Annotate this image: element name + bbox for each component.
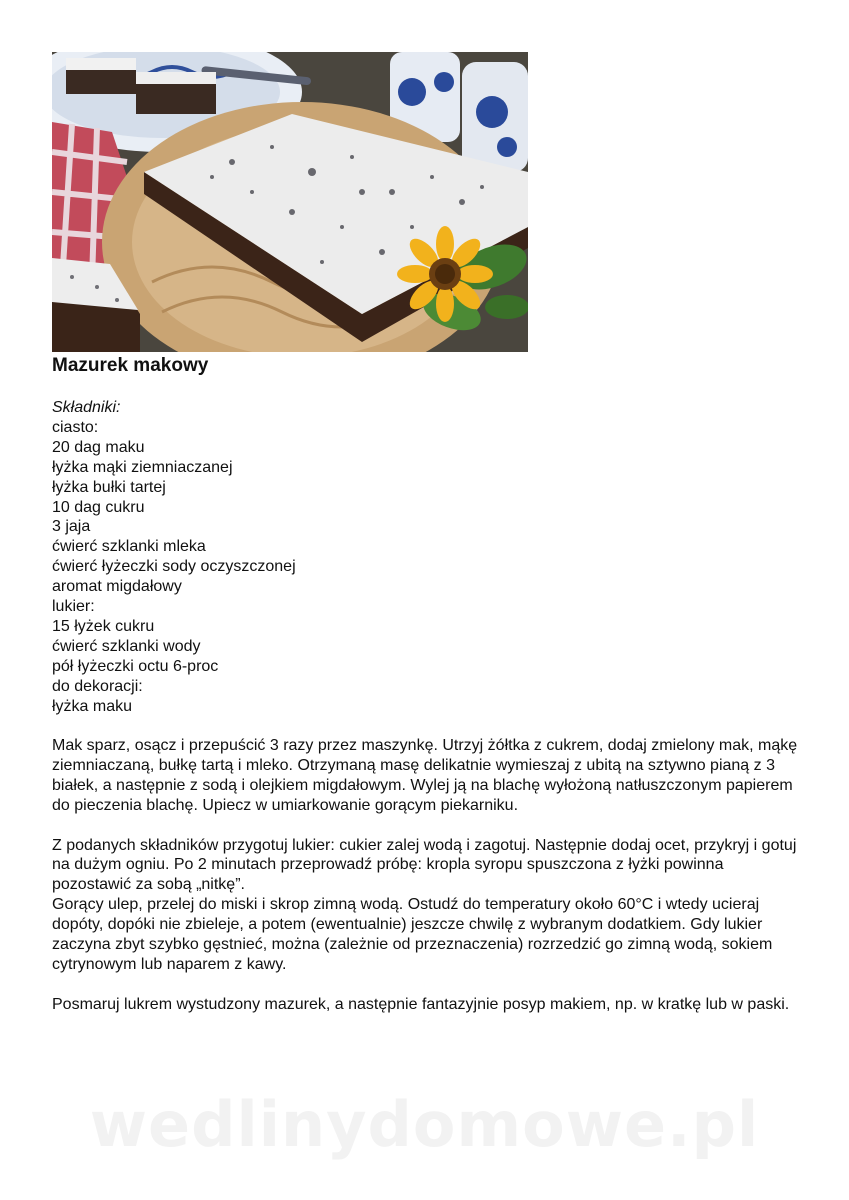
cake-illustration bbox=[52, 52, 528, 352]
ingredient-item: ćwierć szklanki wody bbox=[52, 637, 201, 655]
ingredient-item: 15 łyżek cukru bbox=[52, 617, 155, 635]
ingredients-list bbox=[52, 398, 296, 717]
ingredients-label: Składniki: bbox=[52, 399, 121, 416]
ingredient-item: pół łyżeczki octu 6-proc bbox=[52, 657, 219, 675]
ingredient-item: łyżka mąki ziemniaczanej bbox=[52, 458, 233, 476]
preparation-steps bbox=[52, 736, 802, 1035]
ingredient-item: 10 dag cukru bbox=[52, 498, 145, 516]
ingredient-item: lukier: bbox=[52, 598, 95, 616]
step-paragraph: Mak sparz, osącz i przepuścić 3 razy przez maszynkę. Utrzyj żółtka z cukrem, dodaj zmielony mak, mąkę ziemniaczaną, bułkę tartą i mleko. Otrzymaną masę delikatnie wymieszaj z ubitą na sztywno pianą z 3 białek, a następnie z sodą i olejkiem migdałowym. Wylej ją na blachę wyłożoną natłuszczonym papierem do pieczenia blachę. Upiecz w umiarkowanie gorącym piekarniku. bbox=[52, 737, 798, 814]
ingredient-item: ćwierć łyżeczki sody oczyszczonej bbox=[52, 558, 296, 576]
step-paragraph: Posmaruj lukrem wystudzony mazurek, a następnie fantazyjnie posyp makiem, np. w kratkę lub w paski. bbox=[52, 995, 790, 1013]
step-paragraph: Z podanych składników przygotuj lukier: cukier zalej wodą i zagotuj. Następnie dodaj ocet, przykryj i gotuj na dużym ogniu. Po 2 minutach przeprowadź próbę: kropla syropu spuszczona z łyżki powinna pozostawić za sobą „nitkę”. bbox=[52, 836, 797, 894]
step-paragraph: Gorący ulep, przelej do miski i skrop zimną wodą. Ostudź do temperatury około 60°C i wtedy ucieraj dopóty, dopóki nie zbieleje, a potem (ewentualnie) jeszcze chwilę z wybranym dodatkiem. Gdy lukier zaczyna zbyt szybko gęstnieć, można (zależnie od przeznaczenia) rozrzedzić go zimną wodą, sokiem cytrynowym lub naparem z kawy. bbox=[52, 896, 773, 973]
ingredient-item: do dekoracji: bbox=[52, 677, 143, 695]
ingredient-item: łyżka bułki tartej bbox=[52, 478, 166, 496]
recipe-photo bbox=[52, 52, 528, 352]
ingredient-item: 20 dag maku bbox=[52, 438, 145, 456]
ingredient-item: aromat migdałowy bbox=[52, 578, 182, 596]
ingredient-item: ciasto: bbox=[52, 418, 99, 436]
site-watermark: wedlinydomowe.pl bbox=[89, 1088, 760, 1161]
recipe-title: Mazurek makowy bbox=[52, 355, 209, 376]
ingredient-item: ćwierć szklanki mleka bbox=[52, 538, 206, 556]
ingredient-item: 3 jaja bbox=[52, 518, 91, 536]
ingredient-item: łyżka maku bbox=[52, 697, 133, 715]
